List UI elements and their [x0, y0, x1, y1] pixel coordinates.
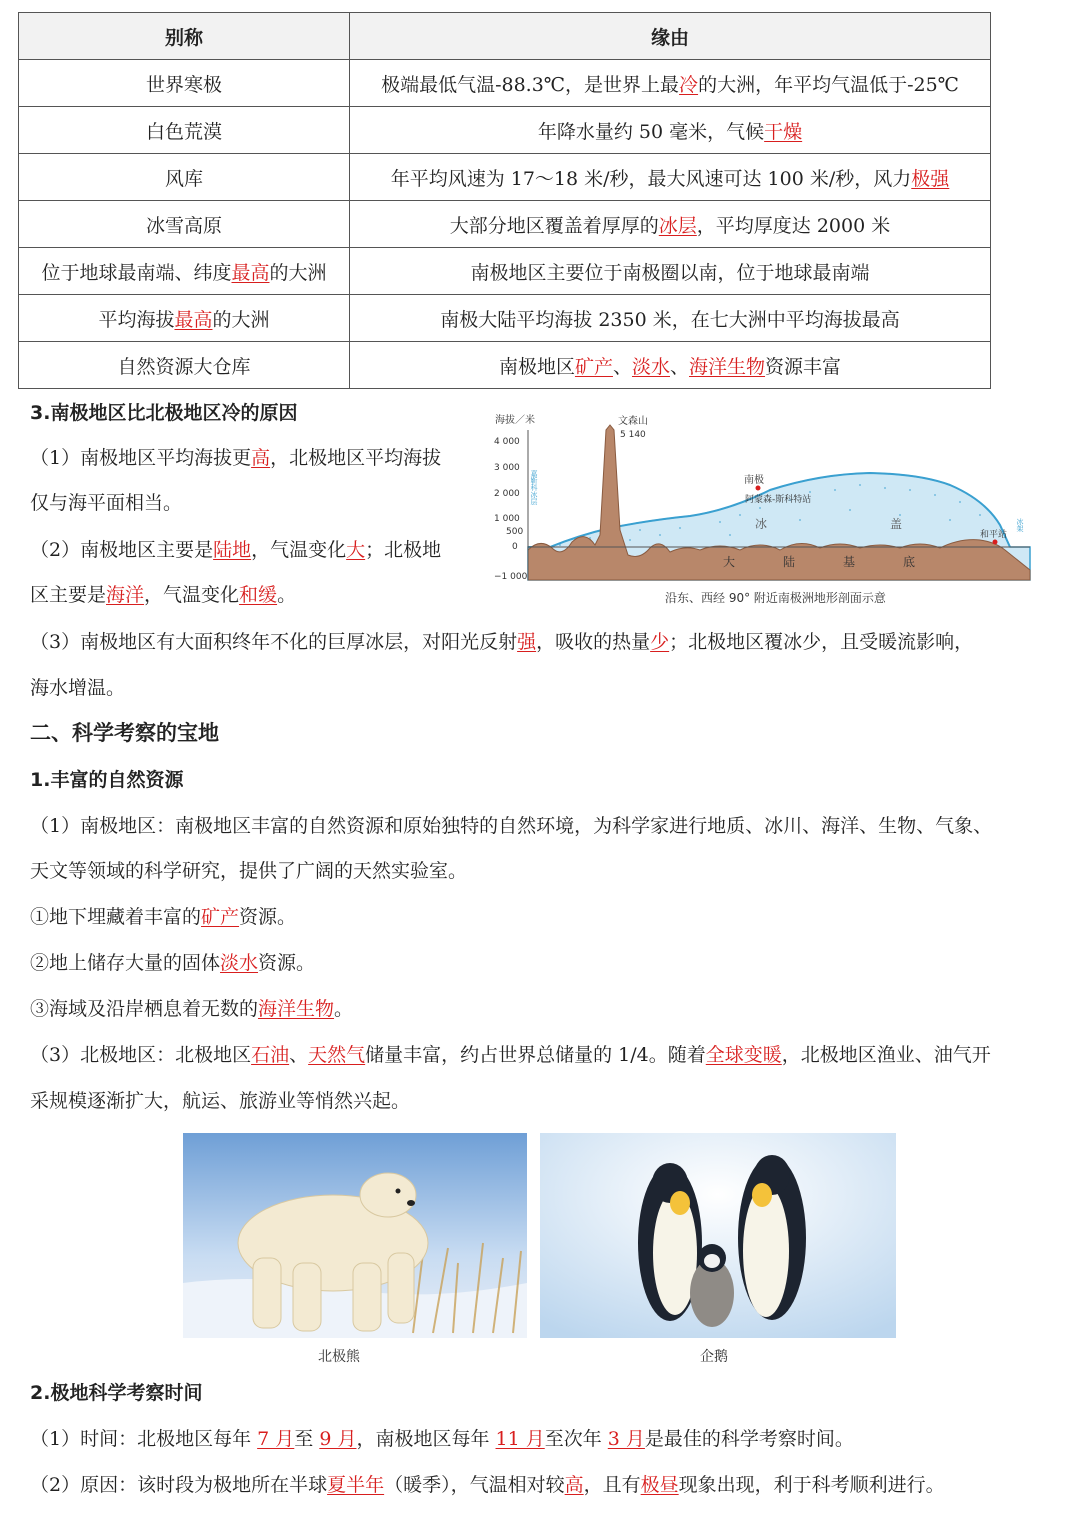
- ice-label: 冰: [755, 517, 768, 531]
- photo1-caption: 北极熊: [318, 1349, 360, 1365]
- text-segment: 。: [277, 584, 297, 606]
- text-segment: 平均海拔: [98, 308, 175, 331]
- key-term: 海洋: [106, 584, 145, 606]
- text-segment: （2）原因：该时段为极地所在半球: [30, 1474, 328, 1496]
- text-segment: 的大洲，年平均气温低于-25℃: [698, 73, 959, 96]
- s3-line-b: 采规模逐渐扩大，航运、旅游业等悄然兴起。: [30, 1090, 411, 1112]
- text-segment: ②地上储存大量的固体: [30, 952, 221, 974]
- text-segment: （3）南极地区有大面积终年不化的巨厚冰层，对阳光反射: [30, 631, 518, 653]
- key-term: 冰层: [658, 214, 697, 237]
- peak-name: 文森山: [618, 416, 648, 427]
- sub1-title: 1.丰富的自然资源: [30, 769, 184, 791]
- section3-p2b: [30, 583, 296, 607]
- tick-label: −1 000: [494, 572, 528, 582]
- row-reason: [350, 295, 991, 342]
- text-segment: （3）北极地区：北极地区: [30, 1044, 252, 1066]
- key-term: 矿产: [574, 355, 613, 378]
- base-label: 基: [843, 555, 856, 569]
- text-segment: 至次年: [544, 1428, 608, 1450]
- key-term: 强: [517, 631, 537, 653]
- section3-p3a: [30, 630, 973, 654]
- text-segment: ，气温变化: [144, 584, 240, 606]
- table-header-row: [19, 13, 991, 60]
- key-term: 大: [346, 539, 366, 561]
- section-two-title: 二、科学考察的宝地: [30, 721, 219, 745]
- tick-label: 0: [512, 542, 518, 552]
- table-row: [19, 60, 991, 107]
- profile-svg: [490, 410, 1040, 610]
- base-label: 大: [723, 555, 736, 569]
- table-row: [19, 342, 991, 389]
- text-segment: 南极地区: [498, 355, 575, 378]
- key-term: 11 月: [495, 1428, 545, 1450]
- text-segment: ，吸收的热量: [536, 631, 651, 653]
- text-segment: 年平均风速为 17～18 米/秒，最大风速可达 100 米/秒，风力: [390, 167, 912, 190]
- text-segment: 、: [670, 355, 690, 378]
- south-pole-label: 南极: [744, 475, 764, 486]
- text-segment: ，平均厚度达 2000 米: [696, 214, 891, 237]
- s1-line-a: （1）南极地区：南极地区丰富的自然资源和原始独特的自然环境，为科学家进行地质、冰川、海洋、生物、气象、: [30, 815, 993, 837]
- south-pole-marker: [756, 486, 761, 491]
- left-shelf-label: 嘉靳科冰层: [530, 470, 538, 505]
- header-nickname: 别称: [19, 13, 350, 60]
- text-segment: 、: [289, 1044, 309, 1066]
- key-term: 3 月: [607, 1428, 645, 1450]
- text-segment: 资源丰富: [765, 355, 842, 378]
- resource-item-3: [30, 997, 353, 1021]
- key-term: 石油: [251, 1044, 290, 1066]
- key-term: 高: [564, 1474, 584, 1496]
- text-segment: 至: [294, 1428, 320, 1450]
- antarctica-profile-figure: [490, 410, 1040, 610]
- key-term: 9 月: [319, 1428, 357, 1450]
- text-segment: （1）南极地区平均海拔更: [30, 447, 252, 469]
- key-term: 最高: [174, 308, 213, 331]
- text-segment: 储量丰富，约占世界总储量的 1/4。随着: [365, 1044, 706, 1066]
- text-segment: 资源。: [258, 952, 316, 974]
- s1-line-b: 天文等领域的科学研究，提供了广阔的天然实验室。: [30, 860, 468, 882]
- text-segment: （暖季），气温相对较: [384, 1474, 565, 1496]
- key-term: 矿产: [201, 906, 240, 928]
- text-segment: ，北极地区渔业、油气开: [781, 1044, 991, 1066]
- right-shelf-label: 冰架: [1016, 518, 1024, 532]
- text-segment: ；北极地区覆冰少，且受暖流影响，: [669, 631, 974, 653]
- section3-p2a: [30, 538, 441, 562]
- text-segment: 、: [612, 355, 632, 378]
- text-segment: 是最佳的科学考察时间。: [644, 1428, 854, 1450]
- table-row: [19, 295, 991, 342]
- penguin-photo: [540, 1133, 896, 1338]
- key-term: 淡水: [220, 952, 259, 974]
- row-name: 白色荒漠: [19, 107, 350, 154]
- text-segment: ，南极地区每年: [356, 1428, 496, 1450]
- text-segment: ，北极地区平均海拔: [270, 447, 442, 469]
- header-reason: 缘由: [350, 13, 991, 60]
- table-row: [19, 201, 991, 248]
- chart-caption: 沿东、西经 90° 附近南极洲地形剖面示意: [665, 591, 886, 605]
- text-segment: 。: [334, 998, 354, 1020]
- key-term: 冷: [679, 73, 699, 96]
- text-segment: 南极地区主要位于南极圈以南，位于地球最南端: [470, 261, 870, 284]
- section3-p1b: 仅与海平面相当。: [30, 492, 183, 514]
- row-name: 风库: [19, 154, 350, 201]
- row-name: [19, 295, 350, 342]
- table-row: [19, 154, 991, 201]
- row-name: 世界寒极: [19, 60, 350, 107]
- ice-label: 盖: [890, 517, 903, 531]
- row-name: 冰雪高原: [19, 201, 350, 248]
- resource-item-1: [30, 905, 296, 929]
- base-label: 底: [903, 555, 916, 569]
- tick-label: 3 000: [494, 463, 520, 473]
- key-term: 7 月: [257, 1428, 295, 1450]
- text-segment: 年降水量约 50 毫米，气候: [537, 120, 765, 143]
- y-axis-label: 海拔／米: [495, 415, 535, 426]
- tick-label: 2 000: [494, 489, 520, 499]
- station-label: 阿蒙森-斯科特站: [745, 495, 812, 505]
- text-segment: 的大洲: [269, 261, 327, 284]
- text-segment: 现象出现，利于科考顺利进行。: [678, 1474, 945, 1496]
- key-term: 和缓: [239, 584, 278, 606]
- polar-bear-photo: [183, 1133, 527, 1338]
- tick-label: 500: [506, 527, 524, 537]
- key-term: 海洋生物: [689, 355, 766, 378]
- row-reason: [350, 154, 991, 201]
- key-term: 海洋生物: [258, 998, 335, 1020]
- text-segment: 位于地球最南端、纬度: [41, 261, 232, 284]
- key-term: 淡水: [631, 355, 670, 378]
- right-station-marker: [993, 540, 998, 545]
- table-row: [19, 248, 991, 295]
- resource-item-2: [30, 951, 315, 975]
- row-reason: [350, 342, 991, 389]
- nickname-table: [18, 12, 991, 389]
- row-reason: [350, 201, 991, 248]
- base-label: 陆: [783, 555, 796, 569]
- key-term: 干燥: [764, 120, 803, 143]
- key-term: 高: [251, 447, 271, 469]
- key-term: 陆地: [213, 539, 252, 561]
- key-term: 少: [650, 631, 670, 653]
- text-segment: ①地下埋藏着丰富的: [30, 906, 202, 928]
- text-segment: （2）南极地区主要是: [30, 539, 214, 561]
- tick-label: 1 000: [494, 514, 520, 524]
- photo2-caption: 企鹅: [700, 1349, 728, 1365]
- text-segment: ，且有: [583, 1474, 641, 1496]
- time-line-1: [30, 1427, 854, 1451]
- section3-title: 3.南极地区比北极地区冷的原因: [30, 402, 298, 424]
- text-segment: 的大洲: [212, 308, 270, 331]
- row-reason: [350, 107, 991, 154]
- key-term: 极昼: [640, 1474, 679, 1496]
- row-reason: [350, 248, 991, 295]
- peak-value: 5 140: [620, 430, 646, 440]
- s3-line-a: [30, 1043, 991, 1067]
- text-segment: 大部分地区覆盖着厚厚的: [449, 214, 659, 237]
- tick-label: 4 000: [494, 437, 520, 447]
- key-term: 全球变暖: [705, 1044, 782, 1066]
- text-segment: 极端最低气温-88.3℃，是世界上最: [381, 73, 680, 96]
- table-row: [19, 107, 991, 154]
- section3-p1a: [30, 446, 441, 470]
- text-segment: ；北极地: [365, 539, 442, 561]
- key-term: 天然气: [308, 1044, 366, 1066]
- right-station-label: 和平站: [980, 530, 1008, 540]
- row-name: [19, 248, 350, 295]
- text-segment: 资源。: [239, 906, 297, 928]
- text-segment: 区主要是: [30, 584, 107, 606]
- text-segment: ，气温变化: [251, 539, 347, 561]
- text-segment: （1）时间：北极地区每年: [30, 1428, 258, 1450]
- sub2-title: 2.极地科学考察时间: [30, 1382, 203, 1404]
- row-reason: [350, 60, 991, 107]
- time-line-2: [30, 1473, 945, 1497]
- text-segment: 南极大陆平均海拔 2350 米，在七大洲中平均海拔最高: [440, 308, 900, 331]
- section3-p3b: 海水增温。: [30, 677, 126, 699]
- key-term: 极强: [911, 167, 950, 190]
- key-term: 夏半年: [327, 1474, 385, 1496]
- text-segment: ③海域及沿岸栖息着无数的: [30, 998, 259, 1020]
- key-term: 最高: [231, 261, 270, 284]
- row-name: 自然资源大仓库: [19, 342, 350, 389]
